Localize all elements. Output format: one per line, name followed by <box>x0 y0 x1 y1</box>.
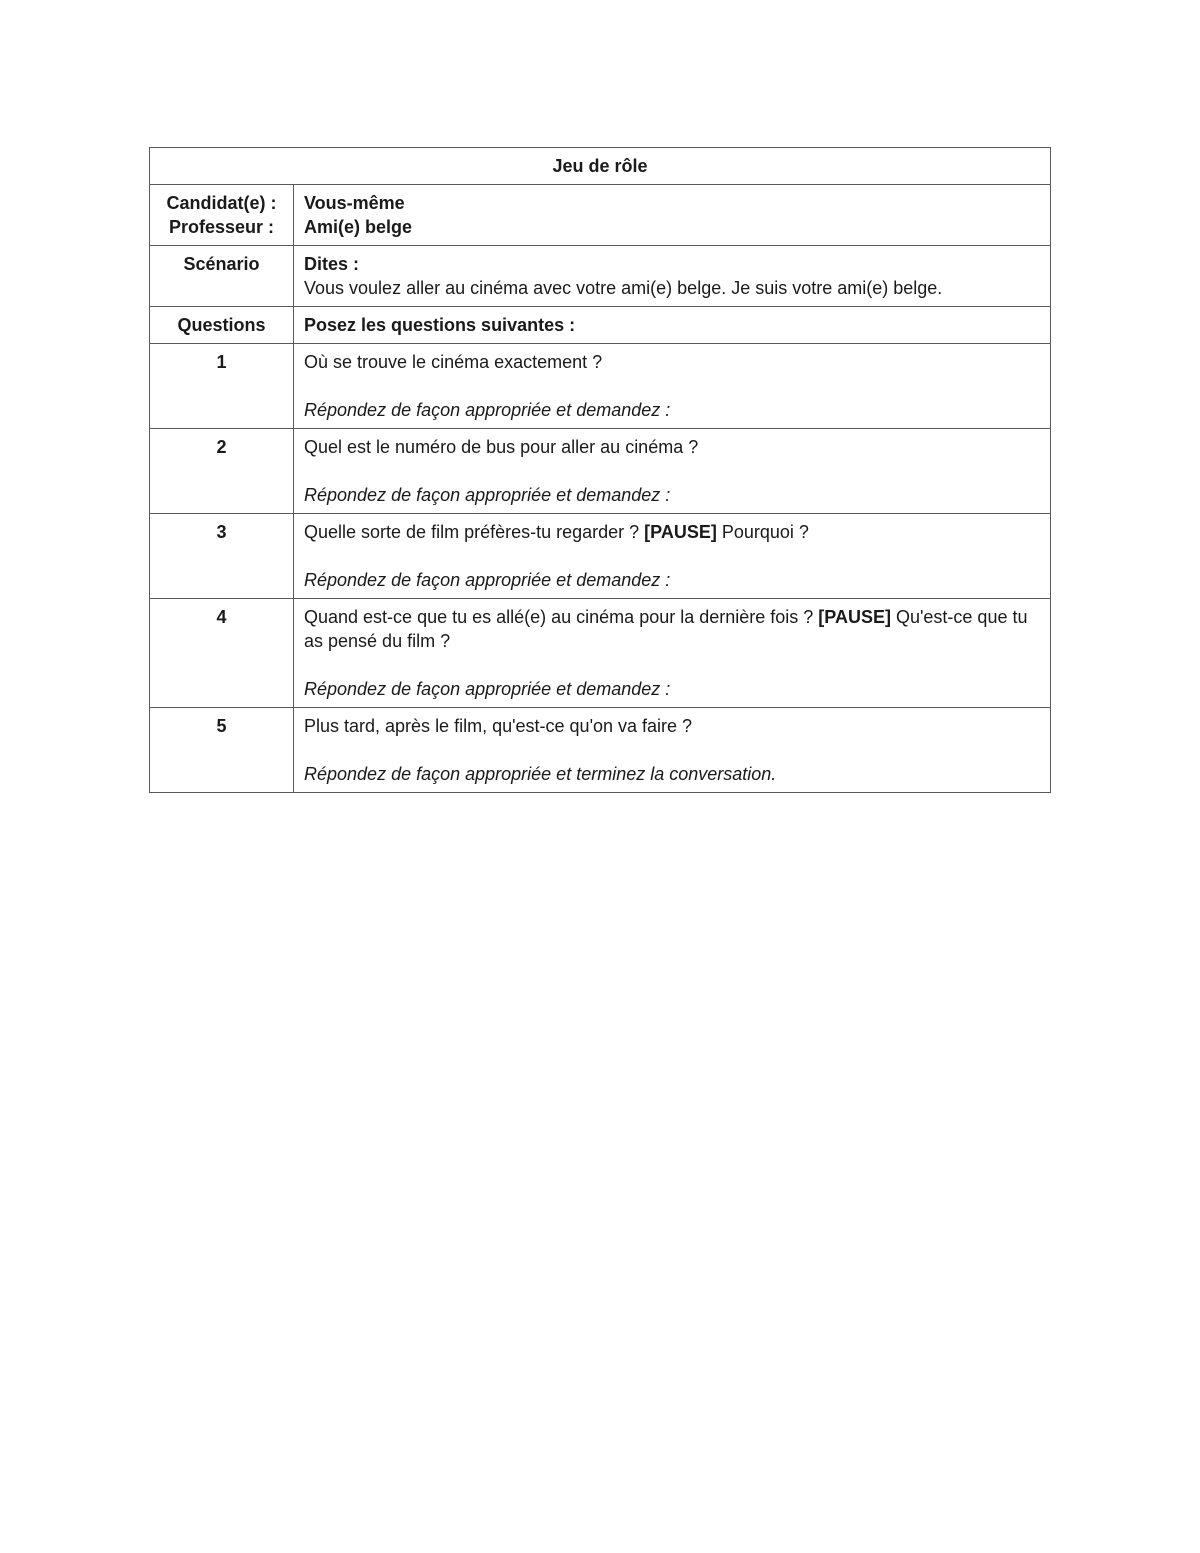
question-text: Plus tard, après le film, qu'est-ce qu'on va faire ? <box>304 716 693 736</box>
question-text-part2: Pourquoi ? <box>716 522 809 542</box>
scenario-row <box>150 246 1051 307</box>
question-row-1 <box>150 344 1051 429</box>
scenario-heading: Dites : <box>304 254 360 274</box>
spacer <box>304 544 1040 568</box>
question-content <box>294 599 1051 708</box>
question-text-part1: Quand est-ce que tu es allé(e) au cinéma pour la dernière fois ? <box>304 607 819 627</box>
teacher-value: Ami(e) belge <box>304 217 413 237</box>
questions-header-row <box>150 307 1051 344</box>
answer-instruction: Répondez de façon appropriée et terminez la conversation. <box>304 764 777 784</box>
document-page <box>149 147 1050 793</box>
question-text: Quel est le numéro de bus pour aller au cinéma ? <box>304 437 699 457</box>
spacer <box>304 374 1040 398</box>
question-number: 2 <box>150 429 294 514</box>
question-row-5 <box>150 708 1051 793</box>
question-number: 1 <box>150 344 294 429</box>
question-text-part2: Qu'est-ce que tu as pensé du film ? <box>304 607 1028 651</box>
scenario-content <box>294 246 1051 307</box>
spacer <box>304 653 1040 677</box>
answer-instruction: Répondez de façon appropriée et demandez : <box>304 679 671 699</box>
answer-instruction: Répondez de façon appropriée et demandez : <box>304 485 671 505</box>
question-text <box>304 605 1040 653</box>
question-number: 4 <box>150 599 294 708</box>
question-content <box>294 344 1051 429</box>
spacer <box>304 459 1040 483</box>
pause-marker: [PAUSE] <box>818 607 891 627</box>
answer-instruction: Répondez de façon appropriée et demandez : <box>304 400 671 420</box>
pause-marker: [PAUSE] <box>644 522 717 542</box>
candidate-label: Candidat(e) : <box>166 193 277 213</box>
roles-row <box>150 185 1051 246</box>
table-title: Jeu de rôle <box>150 148 1051 185</box>
teacher-label: Professeur : <box>168 217 275 237</box>
roleplay-table <box>149 147 1051 793</box>
question-content <box>294 514 1051 599</box>
roles-values <box>294 185 1051 246</box>
candidate-value: Vous-même <box>304 193 405 213</box>
questions-instruction: Posez les questions suivantes : <box>294 307 1051 344</box>
spacer <box>304 738 1040 762</box>
question-text: Où se trouve le cinéma exactement ? <box>304 352 603 372</box>
question-number: 3 <box>150 514 294 599</box>
answer-instruction: Répondez de façon appropriée et demandez : <box>304 570 671 590</box>
question-number: 5 <box>150 708 294 793</box>
question-row-2 <box>150 429 1051 514</box>
question-content <box>294 429 1051 514</box>
question-row-3 <box>150 514 1051 599</box>
title-row <box>150 148 1051 185</box>
question-text-part1: Quelle sorte de film préfères-tu regarder ? <box>304 522 645 542</box>
question-text <box>304 520 1040 544</box>
scenario-label: Scénario <box>150 246 294 307</box>
roles-labels <box>150 185 294 246</box>
question-row-4 <box>150 599 1051 708</box>
questions-label: Questions <box>150 307 294 344</box>
scenario-text: Vous voulez aller au cinéma avec votre ami(e) belge. Je suis votre ami(e) belge. <box>304 278 943 298</box>
question-content <box>294 708 1051 793</box>
